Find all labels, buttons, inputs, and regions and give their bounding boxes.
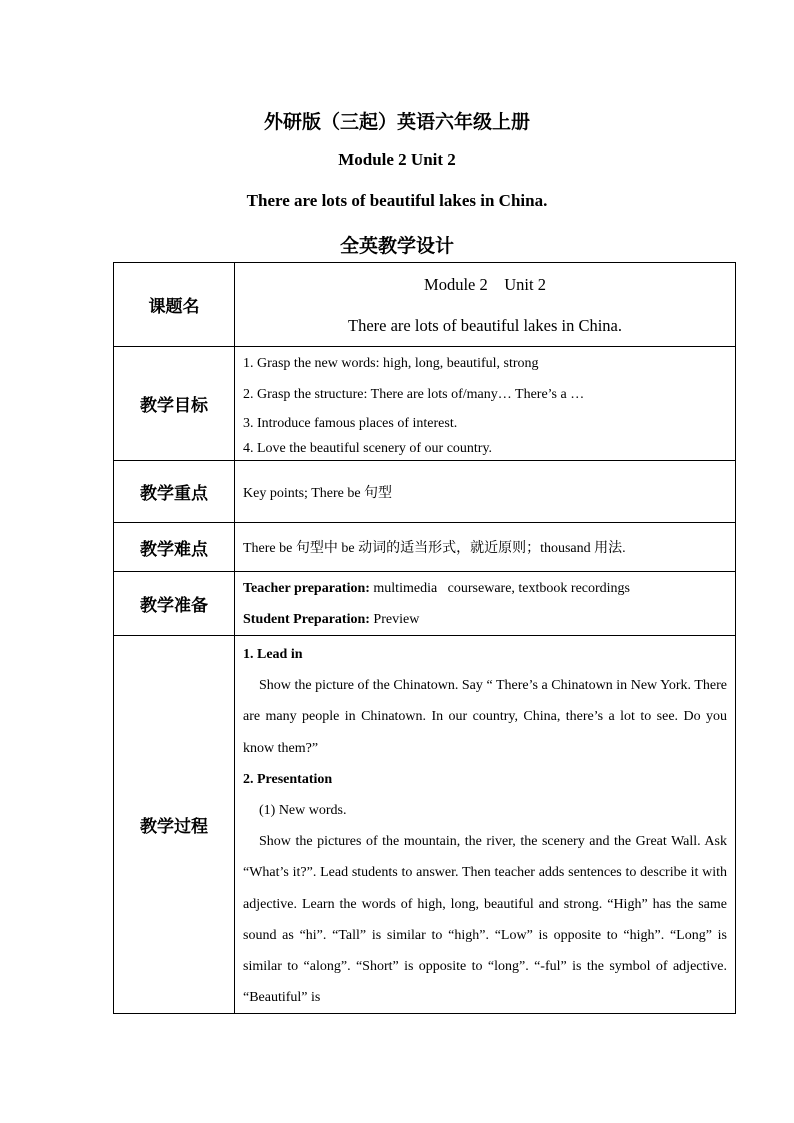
- objectives-content: [235, 347, 736, 461]
- lesson-plan-table: [113, 262, 736, 1014]
- preparation-row: [114, 572, 736, 636]
- objective-item: 2. Grasp the structure: There are lots of/many… There’s a …: [243, 386, 585, 402]
- process-content: [235, 636, 736, 1014]
- lead-in-heading: 1. Lead in: [243, 647, 303, 662]
- presentation-heading: 2. Presentation: [243, 771, 333, 787]
- new-words-subheading: [243, 795, 727, 826]
- preparation-content: [235, 572, 736, 636]
- design-type-heading: 全英教学设计: [339, 235, 454, 257]
- objective-item: 4. Love the beautiful scenery of our country.: [243, 440, 493, 456]
- student-preparation: [243, 604, 727, 635]
- teacher-preparation-text: multimedia courseware, textbook recordings: [369, 580, 630, 596]
- topic-module-unit: Module 2 Unit 2: [424, 274, 546, 294]
- topic-row: [114, 263, 736, 347]
- document-title: 外研版（三起）英语六年级上册: [263, 111, 530, 133]
- process-label: 教学过程: [114, 636, 235, 1014]
- key-points-row: [114, 461, 736, 523]
- lead-in-paragraph: [243, 670, 727, 764]
- student-preparation-text: Preview: [369, 611, 420, 627]
- difficulties-content: [235, 523, 736, 572]
- new-words-description: Show the pictures of the mountain, the river, the scenery and the Great Wall. Ask “What’s it?”. Lead students to answer. Then teacher adds sentences to describe it with adjective. Learn the words of high, long, beautiful and strong. “High” has the same sound as “hi”. “Tall” is similar to “high”. “Low” is opposite to “high”. “Long” is similar to “along”. “Short” is opposite to “long”. “-ful” is the symbol of adjective. “Beautiful” is: [243, 834, 727, 1006]
- objective-item: 1. Grasp the new words: high, long, beautiful, strong: [243, 355, 539, 371]
- topic-label: 课题名: [114, 263, 235, 347]
- module-unit-heading: Module 2 Unit 2: [338, 150, 456, 169]
- student-preparation-label: Student Preparation:: [243, 611, 370, 627]
- teacher-preparation: [243, 573, 727, 604]
- new-words-text: (1) New words.: [259, 803, 347, 819]
- topic-lesson-title: There are lots of beautiful lakes in China.: [348, 315, 622, 335]
- key-points-text: Key points; There be 句型: [243, 485, 393, 501]
- process-row: [114, 636, 736, 1014]
- difficulties-text: There be 句型中 be 动词的适当形式，就近原则；thousand 用法.: [243, 541, 626, 556]
- preparation-label: 教学准备: [114, 572, 235, 636]
- key-points-label: 教学重点: [114, 461, 235, 523]
- difficulties-row: [114, 523, 736, 572]
- objectives-row: [114, 347, 736, 461]
- objectives-label: 教学目标: [114, 347, 235, 461]
- objective-item: 3. Introduce famous places of interest.: [243, 415, 458, 431]
- key-points-content: [235, 461, 736, 523]
- teacher-preparation-label: Teacher preparation:: [243, 580, 370, 596]
- topic-content: [235, 263, 736, 347]
- new-words-paragraph: [243, 826, 727, 1013]
- lesson-title: There are lots of beautiful lakes in China.: [246, 191, 548, 210]
- lead-in-text: Show the picture of the Chinatown. Say “ There’s a Chinatown in New York. There are many people in Chinatown. In our country, China, there’s a lot to see. Do you know them?”: [243, 678, 727, 756]
- difficulties-label: 教学难点: [114, 523, 235, 572]
